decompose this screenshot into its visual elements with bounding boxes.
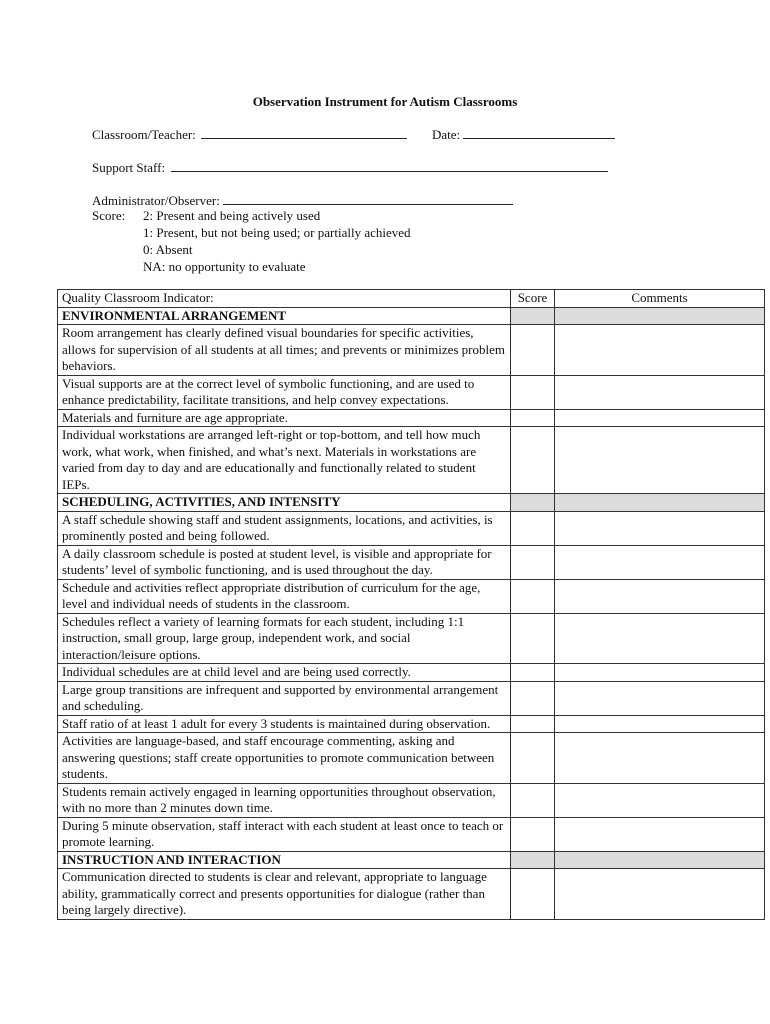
indicator-text: Staff ratio of at least 1 adult for every 3 students is maintained during observation.	[58, 715, 511, 733]
indicator-text: Schedules reflect a variety of learning formats for each student, including 1:1 instruction, small group, large group, independent work, and social interaction/leisure options.	[58, 613, 511, 664]
administrator-observer-label: Administrator/Observer:	[92, 193, 220, 208]
classroom-teacher-label: Classroom/Teacher:	[92, 127, 196, 142]
observation-table	[57, 289, 765, 920]
indicator-text: Students remain actively engaged in learning opportunities throughout observation, with no more than 2 minutes down time.	[58, 783, 511, 817]
section-header-row	[58, 494, 765, 512]
indicator-text: A staff schedule showing staff and student assignments, locations, and activities, is prominently posted and being followed.	[58, 511, 511, 545]
indicator-text: Individual workstations are arranged left-right or top-bottom, and tell how much work, what work, when finished, and what’s next. Materials in workstations are varied from day to day and are educationally and functionally related to student IEPs.	[58, 427, 511, 494]
support-staff-field	[92, 160, 608, 176]
score-cell[interactable]	[510, 664, 554, 682]
score-cell[interactable]	[510, 545, 554, 579]
section-comments-cell	[555, 851, 765, 869]
comments-cell[interactable]	[555, 613, 765, 664]
indicator-row	[58, 545, 765, 579]
indicator-row	[58, 613, 765, 664]
section-title: INSTRUCTION AND INTERACTION	[58, 851, 511, 869]
indicator-row	[58, 733, 765, 784]
comments-cell[interactable]	[555, 869, 765, 920]
indicator-row	[58, 783, 765, 817]
section-score-cell	[510, 494, 554, 512]
indicator-text: Room arrangement has clearly defined visual boundaries for specific activities, allows for supervision of all students at all times; and prevents or minimizes problem behaviors.	[58, 325, 511, 376]
indicator-row	[58, 817, 765, 851]
section-title: SCHEDULING, ACTIVITIES, AND INTENSITY	[58, 494, 511, 512]
score-cell[interactable]	[510, 733, 554, 784]
comments-cell[interactable]	[555, 545, 765, 579]
comments-cell[interactable]	[555, 664, 765, 682]
section-comments-cell	[555, 307, 765, 325]
indicator-row	[58, 511, 765, 545]
indicator-row	[58, 664, 765, 682]
comments-cell[interactable]	[555, 375, 765, 409]
indicator-row	[58, 427, 765, 494]
support-staff-blank[interactable]	[171, 160, 608, 172]
table-header-row	[58, 290, 765, 308]
administrator-observer-blank[interactable]	[223, 193, 513, 205]
score-legend-label: Score:	[92, 208, 126, 223]
indicator-text: During 5 minute observation, staff interact with each student at least once to teach or promote learning.	[58, 817, 511, 851]
score-cell[interactable]	[510, 715, 554, 733]
comments-cell[interactable]	[555, 715, 765, 733]
indicator-row	[58, 681, 765, 715]
date-label: Date:	[432, 127, 461, 142]
comments-cell[interactable]	[555, 817, 765, 851]
score-cell[interactable]	[510, 579, 554, 613]
comments-cell[interactable]	[555, 783, 765, 817]
comments-cell[interactable]	[555, 511, 765, 545]
score-legend-item: 0: Absent	[143, 242, 193, 257]
section-header-row	[58, 851, 765, 869]
score-cell[interactable]	[510, 511, 554, 545]
score-cell[interactable]	[510, 409, 554, 427]
indicator-row	[58, 375, 765, 409]
score-cell[interactable]	[510, 817, 554, 851]
indicator-text: Individual schedules are at child level and are being used correctly.	[58, 664, 511, 682]
classroom-teacher-blank[interactable]	[201, 127, 407, 139]
support-staff-label: Support Staff:	[92, 160, 166, 175]
indicator-row	[58, 579, 765, 613]
comments-cell[interactable]	[555, 681, 765, 715]
score-legend-item: 1: Present, but not being used; or partially achieved	[143, 225, 411, 240]
section-comments-cell	[555, 494, 765, 512]
indicator-header: Quality Classroom Indicator:	[58, 290, 511, 308]
comments-cell[interactable]	[555, 409, 765, 427]
indicator-text: A daily classroom schedule is posted at student level, is visible and appropriate for students’ level of symbolic functioning, and is used throughout the day.	[58, 545, 511, 579]
score-legend-item: NA: no opportunity to evaluate	[143, 259, 306, 274]
section-header-row	[58, 307, 765, 325]
score-cell[interactable]	[510, 427, 554, 494]
score-cell[interactable]	[510, 869, 554, 920]
indicator-text: Materials and furniture are age appropriate.	[58, 409, 511, 427]
indicator-row	[58, 715, 765, 733]
score-cell[interactable]	[510, 783, 554, 817]
section-score-cell	[510, 307, 554, 325]
indicator-text: Communication directed to students is clear and relevant, appropriate to language ability, grammatically correct and presents opportunities for dialogue (rather than being largely directive).	[58, 869, 511, 920]
indicator-text: Schedule and activities reflect appropriate distribution of curriculum for the age, level and individual needs of students in the classroom.	[58, 579, 511, 613]
section-score-cell	[510, 851, 554, 869]
score-cell[interactable]	[510, 613, 554, 664]
score-header: Score	[510, 290, 554, 308]
score-cell[interactable]	[510, 375, 554, 409]
score-cell[interactable]	[510, 681, 554, 715]
comments-cell[interactable]	[555, 427, 765, 494]
score-legend-item: 2: Present and being actively used	[143, 208, 321, 223]
indicator-text: Large group transitions are infrequent and supported by environmental arrangement and scheduling.	[58, 681, 511, 715]
indicator-text: Activities are language-based, and staff encourage commenting, asking and answering questions; staff create opportunities to promote communication between students.	[58, 733, 511, 784]
comments-cell[interactable]	[555, 579, 765, 613]
indicator-row	[58, 409, 765, 427]
indicator-row	[58, 869, 765, 920]
comments-header: Comments	[555, 290, 765, 308]
comments-cell[interactable]	[555, 733, 765, 784]
classroom-teacher-field	[92, 127, 407, 143]
score-cell[interactable]	[510, 325, 554, 376]
date-field	[432, 127, 615, 143]
document-title: Observation Instrument for Autism Classrooms	[252, 94, 518, 109]
date-blank[interactable]	[463, 127, 615, 139]
indicator-row	[58, 325, 765, 376]
comments-cell[interactable]	[555, 325, 765, 376]
indicator-text: Visual supports are at the correct level of symbolic functioning, and are used to enhance predictability, facilitate transitions, and help convey expectations.	[58, 375, 511, 409]
section-title: ENVIRONMENTAL ARRANGEMENT	[58, 307, 511, 325]
score-legend	[92, 207, 411, 275]
